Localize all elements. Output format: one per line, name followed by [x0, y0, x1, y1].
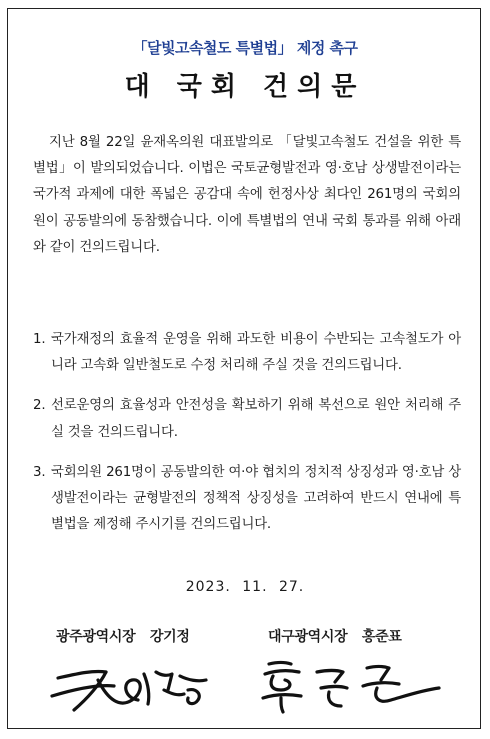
signer-gwangju — [56, 626, 190, 646]
item-text: 선로운영의 효율성과 안전성을 확보하기 위해 복선으로 원안 처리해 주실 것을 건의드립니다. — [51, 398, 461, 440]
list-item — [33, 393, 461, 445]
signer-name: 홍준표 — [361, 629, 402, 645]
document-date: 2023. 11. 27. — [185, 579, 305, 595]
signer-daegu — [268, 626, 402, 646]
item-number: 2. — [33, 398, 46, 414]
document-title: 대 국회 건의문 — [124, 72, 366, 102]
item-number: 1. — [33, 332, 46, 347]
list-item — [33, 460, 461, 539]
item-text: 국가재정의 효율적 운영을 위해 과도한 비용이 수반되는 고속철도가 아니라 고속화 일반철도로 수정 처리해 주실 것을 건의드립니다. — [51, 332, 461, 374]
item-number: 3. — [33, 464, 46, 480]
signature-gwangju — [48, 650, 218, 716]
signer-role: 대구광역시장 — [268, 629, 348, 645]
signer-role: 광주광역시장 — [56, 629, 136, 645]
signature-daegu — [255, 650, 445, 716]
proposal-list — [33, 327, 461, 552]
intro-paragraph: 지난 8월 22일 윤재옥의원 대표발의로 「달빛고속철도 건설을 위한 특별법」이 발의되었습니다. 이법은 국토균형발전과 영·호남 상생발전이라는 국가적 과제에 대한 폭넓은 공감대 속에 헌정사상 최다인 261명의 국회의원이 공동발의에 동참했습니다. 이에 특별법의 연내 국회 통과를 위해 아래와 같이 건의드립니다. — [33, 135, 461, 255]
list-item — [33, 327, 461, 379]
document-subtitle: 「달빛고속철도 특별법」 제정 촉구 — [132, 39, 358, 57]
signer-name: 강기정 — [149, 629, 190, 645]
item-text: 국회의원 261명이 공동발의한 여·야 협치의 정치적 상징성과 영·호남 상생발전이라는 균형발전의 정책적 상징성을 고려하여 반드시 연내에 특별법을 제정해 주시기를 건의드립니다. — [51, 464, 461, 533]
